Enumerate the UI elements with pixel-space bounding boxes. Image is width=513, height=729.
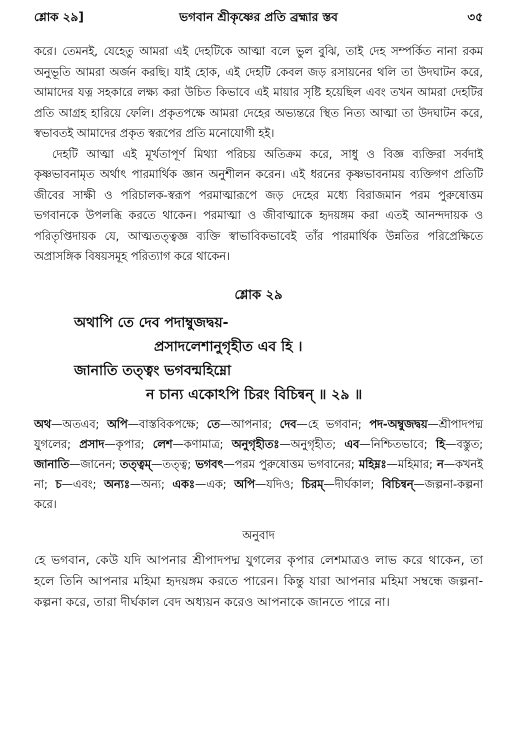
synonym-meaning: কণামাত্র;: [183, 437, 224, 451]
verse-line: ন চান্য একোঽপি চিরং বিচিন্বন্ ॥ ২৯ ॥: [146, 386, 363, 403]
synonym-word: হি: [435, 437, 446, 451]
purport-paragraph: দেহটি আত্মা এই মূর্খতাপূর্ণ মিথ্যা পরিচয় অতিক্রম করে, সাধু ও বিজ্ঞ ব্যক্তিরা সর্বদাই কৃষ্ণভাবনামৃত অর্থাৎ পারমার্থিক জ্ঞান অনুশীলন করেন। এই ধরনের কৃষ্ণভাবনাময় ব্যক্তিগণ প্রতিটি জীবের সাক্ষী ও পরিচালক-স্বরূপ পরমাত্মারূপে জড় দেহের মধ্যে বিরাজমান পরম পুরুষোত্তম ভগবানকে উপলব্ধি করতে থাকেন। পরমাত্মা ও জীবাত্মাকে হৃদয়ঙ্গম করা এতই আনন্দদায়ক ও পরিতৃপ্তিদায়ক যে, আত্মতত্ত্বজ্ঞ ব্যক্তি স্বাভাবিকভাবেই তাঁর পারমার্থিক উন্নতির পরিপ্রেক্ষিতে অপ্রাসঙ্গিক বিষয়সমূহ পরিত্যাগ করে থাকেন।: [34, 147, 483, 263]
synonym-word: অনুগৃহীতঃ: [231, 437, 280, 451]
running-header: [34, 8, 483, 30]
synonym-word: লেশ: [152, 437, 173, 451]
synonym-meaning: হে ভগবান;: [307, 417, 362, 431]
synonym-meaning: দীর্ঘকাল;: [334, 477, 375, 491]
page-body: [34, 42, 483, 613]
synonym-meaning: জানেন;: [80, 457, 116, 471]
synonym-meaning: শ্রীপাদপদ্ম যুগলের;: [34, 417, 484, 451]
synonym-word: এব: [344, 437, 360, 451]
synonym-meaning: আপনার;: [231, 417, 273, 431]
synonym-word: অপি: [234, 477, 255, 491]
synonym-meaning: বস্তুত;: [456, 437, 484, 451]
synonym-word: তত্ত্বম্: [119, 457, 152, 471]
verse-reference: শ্লোক ২৯]: [34, 10, 84, 24]
synonym-meaning: বাস্তবিকপক্ষে;: [138, 417, 200, 431]
synonym-word: জানাতি: [34, 457, 70, 471]
synonym-meaning: পরম পুরুষোত্তম ভগবানের;: [234, 457, 355, 471]
verse-title: শ্লোক ২৯: [234, 287, 283, 303]
translation-text: হে ভগবান, কেউ যদি আপনার শ্রীপাদপদ্ম যুগলের কৃপার লেশমাত্রও লাভ করে থাকেন, তা হলে তিনি আপনার মহিমা হৃদয়ঙ্গম করতে পারেন। কিন্তু যারা আপনার মহিমা সম্বন্ধে জল্পনা-কল্পনা করে, তারা দীর্ঘকাল বেদ অধ্যয়ন করেও আপনাকে জানতে পারে না।: [34, 552, 483, 609]
synonym-meaning: কখনই না;: [34, 457, 483, 491]
synonym-meaning: অনুগৃহীত;: [290, 437, 337, 451]
synonym-word: বিচিন্বন্: [381, 477, 414, 491]
synonym-meaning: এক;: [206, 477, 227, 491]
synonym-meaning: অন্য;: [141, 477, 165, 491]
purport-paragraph: করে। তেমনই, যেহেতু আমরা এই দেহটিকে আত্মা বলে ভুল বুঝি, তাই দেহ সম্পর্কিত নানা রকম অনুভূতি আমরা অর্জন করছি। যাই হোক, এই দেহটি কেবল জড় রসায়নের থলি তা উদঘাটন করে, আমাদের যত্ন সহকারে লক্ষ্য করা উচিত কিভাবে এই মায়ার সৃষ্টি হয়েছিল এবং তখন আমরা দেহটির প্রতি আগ্রহ হারিয়ে ফেলি। প্রকৃতপক্ষে আমরা দেহের অভ্যন্তরে স্থিত নিত্য আত্মা তা উদঘাটন করে, স্বভাবতই আমাদের প্রকৃত স্বরূপের প্রতি মনোযোগী হই।: [34, 45, 483, 140]
synonym-meaning: জল্পনা-কল্পনা করে।: [34, 477, 484, 511]
synonym-meaning: কৃপার;: [115, 437, 145, 451]
synonym-meaning: তত্ত্ব;: [162, 457, 192, 471]
synonym-word: মহিম্নঃ: [358, 457, 387, 471]
page-number: ৩৫: [467, 10, 483, 24]
synonym-word: অন্যঃ: [104, 477, 130, 491]
synonym-word: ভগবৎ: [195, 457, 224, 471]
synonym-word: একঃ: [172, 477, 195, 491]
synonym-word: প্রসাদ: [79, 437, 105, 451]
sanskrit-verse: [34, 311, 483, 407]
synonym-word: তে: [206, 417, 220, 431]
synonym-meaning: নিশ্চিতভাবে;: [370, 437, 428, 451]
verse-line: অথাপি তে দেব পদাম্বুজদ্বয়-: [74, 314, 229, 331]
chapter-title: ভগবান শ্রীকৃষ্ণের প্রতি ব্রহ্মার স্তব: [179, 10, 338, 24]
verse-line: প্রসাদলেশানুগৃহীত এব হি ।: [154, 338, 303, 355]
synonym-meaning: এবং;: [72, 477, 97, 491]
synonym-word: ন: [437, 457, 444, 471]
synonym-word: অথ: [34, 417, 52, 431]
verse-line: জানাতি তত্ত্বং ভগবন্মহিম্নো: [74, 362, 232, 379]
synonym-meaning: অতএব;: [62, 417, 100, 431]
synonym-word: চ: [55, 477, 62, 491]
synonym-word: অপি: [106, 417, 128, 431]
synonym-meaning: যদিও;: [266, 477, 294, 491]
synonym-word: পদ-অম্বুজদ্বয়: [369, 417, 428, 431]
translation-title: অনুবাদ: [242, 527, 275, 542]
synonym-meaning: মহিমার;: [397, 457, 433, 471]
word-for-word-synonyms: অথ—অতএব; অপি—বাস্তবিকপক্ষে; তে—আপনার; দেব—হে ভগবান; পদ-অম্বুজদ্বয়—শ্রীপাদপদ্ম যুগলের; প্রসাদ—কৃপার; লেশ—কণামাত্র; অনুগৃহীতঃ—অনুগৃহীত; এব—নিশ্চিতভাবে; হি—বস্তুত; জানাতি—জানেন; তত্ত্বম্—তত্ত্ব; ভগবৎ—পরম পুরুষোত্তম ভগবানের; মহিম্নঃ—মহিমার; ন—কখনই না; চ—এবং; অন্যঃ—অন্য; একঃ—এক; অপি—যদিও; চিরম্—দীর্ঘকাল; বিচিন্বন্—জল্পনা-কল্পনা করে।: [34, 417, 484, 511]
synonym-word: দেব: [279, 417, 297, 431]
synonym-word: চিরম্: [301, 477, 324, 491]
